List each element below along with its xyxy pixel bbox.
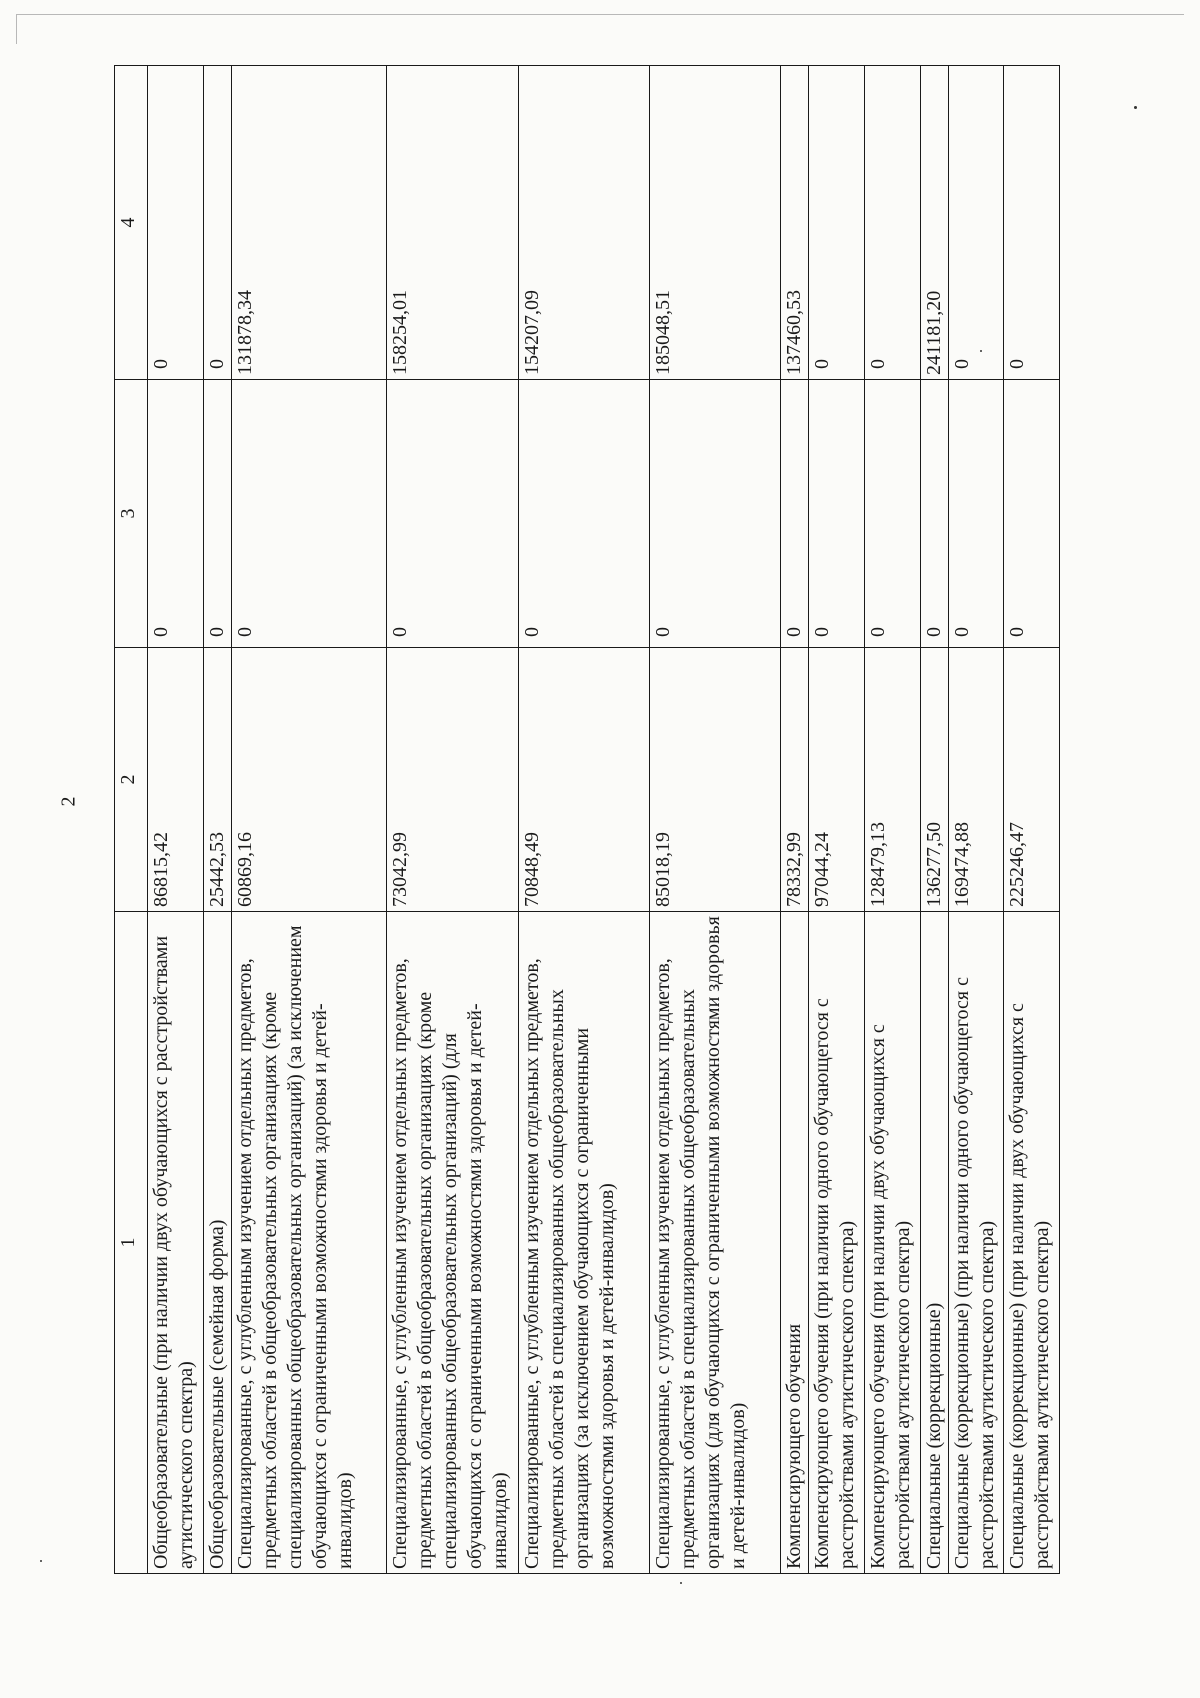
value-col4: 131878,34	[231, 66, 387, 380]
value-col3: 0	[387, 380, 518, 648]
value-col4: 158254,01	[387, 66, 518, 380]
value-col2: 25442,53	[203, 648, 231, 912]
value-col3: 0	[781, 380, 809, 648]
value-col2: 97044,24	[809, 648, 865, 912]
row-name: Общеобразовательные (при наличии двух обучающихся с расстройствами аутистического спектра)	[148, 912, 204, 1574]
row-name: Компенсирующего обучения (при наличии одного обучающегося с расстройствами аутистического спектра)	[809, 912, 865, 1574]
row-name: Компенсирующего обучения	[781, 912, 809, 1574]
value-col4: 154207,09	[518, 66, 649, 380]
scan-speck	[40, 1560, 42, 1562]
table-row	[231, 66, 387, 1574]
value-col4: 241181,20	[920, 66, 948, 380]
row-name: Специализированные, с углубленным изучением отдельных предметов, предметных областей в специализированных общеобразовательных организациях (за исключением обучающихся с ограниченными возможностями здоровья и детей-инвалидов)	[518, 912, 649, 1574]
row-name: Специализированные, с углубленным изучением отдельных предметов, предметных областей в общеобразовательных организациях (кроме специализированных общеобразовательных организаций) (для обучающихся с ограниченными возможностями здоровья и детей-инвалидов)	[387, 912, 518, 1574]
value-col3: 0	[203, 380, 231, 648]
value-col4: 0	[148, 66, 204, 380]
header-row	[115, 66, 148, 1574]
value-col2: 70848,49	[518, 648, 649, 912]
table-row	[203, 66, 231, 1574]
value-col3: 0	[231, 380, 387, 648]
table-row	[148, 66, 204, 1574]
row-name: Специализированные, с углубленным изучением отдельных предметов, предметных областей в общеобразовательных организациях (кроме специализированных общеобразовательных организаций) (за исключением обучающихся с ограниченными возможностями здоровья и детей-инвалидов)	[231, 912, 387, 1574]
row-name: Специальные (коррекционные) (при наличии одного обучающегося с расстройствами аутистического спектра)	[948, 912, 1004, 1574]
table-row	[809, 66, 865, 1574]
row-name: Специальные (коррекционные)	[920, 912, 948, 1574]
value-col2: 86815,42	[148, 648, 204, 912]
row-name: Специальные (коррекционные) (при наличии двух обучающихся с расстройствами аутистического спектра)	[1004, 912, 1060, 1574]
value-col3: 0	[809, 380, 865, 648]
table-row	[518, 66, 649, 1574]
column-header: 2	[115, 648, 148, 912]
table-row	[649, 66, 780, 1574]
value-col3: 0	[649, 380, 780, 648]
cost-table	[114, 65, 1060, 1574]
value-col3: 0	[920, 380, 948, 648]
value-col4: 137460,53	[781, 66, 809, 380]
table-row	[948, 66, 1004, 1574]
value-col4: 0	[1004, 66, 1060, 380]
value-col2: 169474,88	[948, 648, 1004, 912]
column-header: 3	[115, 380, 148, 648]
table-row	[781, 66, 809, 1574]
value-col2: 78332,99	[781, 648, 809, 912]
row-name: Специализированные, с углубленным изучением отдельных предметов, предметных областей в специализированных общеобразовательных организациях (для обучающихся с ограниченными возможностями здоровья и детей-инвалидов)	[649, 912, 780, 1574]
scan-edge	[16, 14, 17, 44]
column-header: 1	[115, 912, 148, 1574]
value-col2: 85018,19	[649, 648, 780, 912]
value-col4: 0	[809, 66, 865, 380]
value-col4: 0	[203, 66, 231, 380]
rotated-table-container	[114, 66, 1060, 1574]
value-col3: 0	[1004, 380, 1060, 648]
value-col3: 0	[865, 380, 921, 648]
value-col3: 0	[518, 380, 649, 648]
value-col4: 0	[865, 66, 921, 380]
row-name: Компенсирующего обучения (при наличии двух обучающихся с расстройствами аутистического спектра)	[865, 912, 921, 1574]
table-row	[1004, 66, 1060, 1574]
scan-edge	[16, 14, 1184, 15]
value-col2: 128479,13	[865, 648, 921, 912]
value-col2: 225246,47	[1004, 648, 1060, 912]
value-col2: 60869,16	[231, 648, 387, 912]
table-row	[387, 66, 518, 1574]
value-col4: 185048,51	[649, 66, 780, 380]
scan-speck	[680, 1582, 682, 1584]
value-col4: 0	[948, 66, 1004, 380]
value-col3: 0	[948, 380, 1004, 648]
row-name: Общеобразовательные (семейная форма)	[203, 912, 231, 1574]
page-number: 2	[57, 796, 80, 807]
value-col2: 73042,99	[387, 648, 518, 912]
value-col3: 0	[148, 380, 204, 648]
column-header: 4	[115, 66, 148, 380]
scan-speck	[1134, 106, 1137, 109]
table-row	[865, 66, 921, 1574]
value-col2: 136277,50	[920, 648, 948, 912]
table-row	[920, 66, 948, 1574]
